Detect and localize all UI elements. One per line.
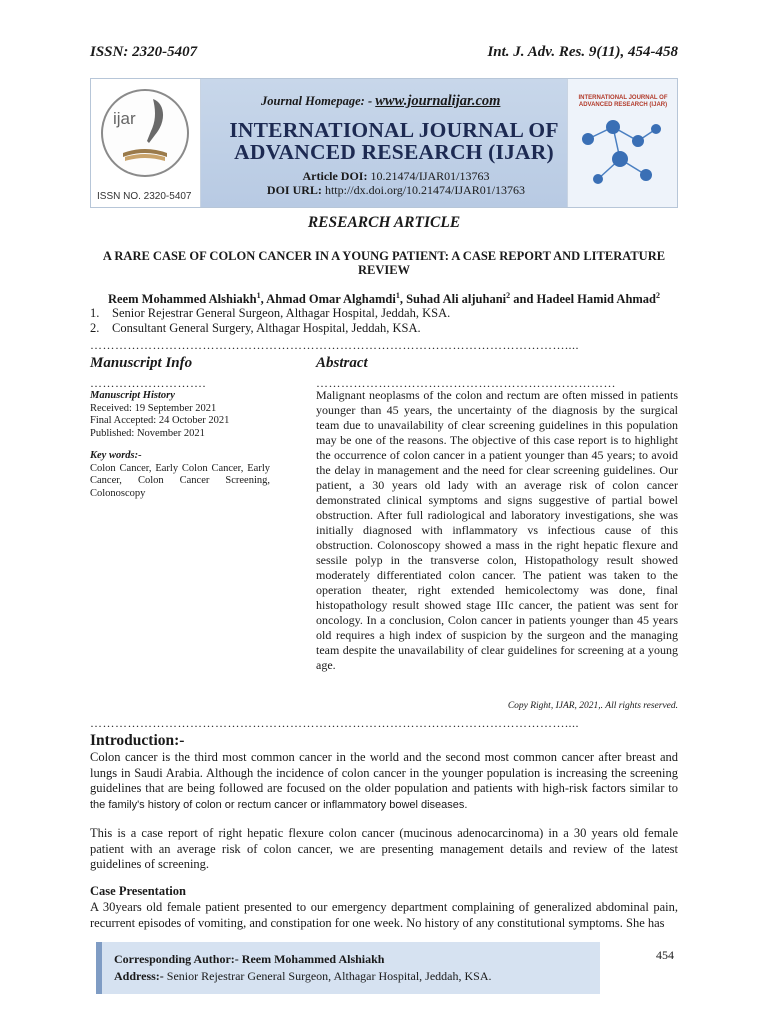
journal-logo (91, 79, 201, 207)
affiliation-number: 2. (90, 321, 100, 335)
keywords-heading: Key words:- (90, 450, 142, 461)
quill-book-icon (103, 91, 187, 175)
author-name: Reem Mohammed Alshiakh (107, 292, 257, 307)
doi-url-link[interactable]: http://dx.doi.org/10.21474/IJAR01/13763 (324, 183, 526, 197)
manuscript-info (90, 390, 270, 500)
introduction-paragraph-1 (90, 750, 678, 813)
journal-title-line-1: INTERNATIONAL JOURNAL OF (229, 118, 559, 142)
introduction-heading: Introduction:- (90, 732, 185, 749)
logo-seal (101, 89, 189, 177)
author-name: Ahmad Omar Alghamdi (266, 292, 396, 307)
doi-block (231, 169, 561, 197)
doi-url-label: DOI URL: (266, 183, 322, 197)
author-name: Hadeel Hamid Ahmad (536, 292, 657, 307)
article-type: RESEARCH ARTICLE (307, 214, 461, 231)
dotted-separator: …………………………………………………………………………………………………….... (90, 718, 579, 728)
author-affiliation-mark: 1 (395, 291, 400, 300)
molecule-illustration-icon (568, 79, 678, 207)
dotted-separator: …………………………………………………………………………………………………….... (90, 340, 579, 350)
author-affiliation-mark: 1 (256, 291, 261, 300)
affiliation-number: 1. (90, 306, 100, 320)
author-affiliation-mark: 2 (656, 291, 661, 300)
introduction-paragraph-1-text: Colon cancer is the third most common cancer in the world and the second most common cancer after breast and lungs in Saudi Arabia. Although the incidence of colon cancer in the younger population is increasing the screening guidelines that are being followed are focused on the older population and patients with high-risk factors similar to (90, 750, 678, 795)
introduction-paragraph-2: This is a case report of right hepatic flexure colon cancer (mucinous adenocarcinoma) in a 30 years old female patient with an average risk of colon cancer, we are presenting management details and review of the latest guidelines of screening. (90, 826, 678, 871)
issn-label: ISSN: 2320-5407 (90, 44, 198, 60)
journal-cover-image (567, 79, 677, 207)
homepage-link[interactable]: www.journalijar.com (375, 93, 501, 109)
manuscript-info-heading: Manuscript Info (90, 355, 193, 371)
case-presentation-paragraph: A 30years old female patient presented to our emergency department complaining of generalized abdominal pain, recurrent episodes of vomiting, and constipation for one week. No history of any constitutional symptoms. She has (90, 900, 678, 930)
corresponding-address (114, 969, 492, 984)
accepted-date: Final Accepted: 24 October 2021 (90, 415, 230, 426)
affiliation-item (90, 321, 450, 336)
journal-title-line-2: ADVANCED RESEARCH (IJAR) (234, 140, 554, 164)
case-presentation-heading: Case Presentation (90, 884, 186, 898)
logo-text: ijar (113, 109, 136, 128)
article-doi: 10.21474/IJAR01/13763 (370, 169, 490, 183)
address-text: Senior Rejestrar General Surgeon, Althagar Hospital, Jeddah, KSA. (166, 969, 492, 983)
manuscript-history-heading: Manuscript History (90, 390, 175, 401)
affiliation-text: Senior Rejestrar General Surgeon, Althagar Hospital, Jeddah, KSA. (112, 306, 451, 320)
journal-banner (90, 78, 678, 208)
corresponding-author-label: Corresponding Author:- Reem Mohammed Alshiakh (114, 952, 385, 966)
affiliation-item (90, 306, 450, 321)
paper-title-line-1: A RARE CASE OF COLON CANCER IN A YOUNG PATIENT: A CASE REPORT AND LITERATURE (102, 249, 666, 263)
author-name: Suhad Ali aljuhani (406, 292, 507, 307)
affiliation-text: Consultant General Surgery, Althagar Hospital, Jeddah, KSA. (112, 321, 421, 335)
article-doi-label: Article DOI: (302, 169, 368, 183)
paper-title-line-2: REVIEW (357, 263, 411, 277)
logo-issn: ISSN NO. 2320-5407 (97, 191, 192, 202)
cover-title: INTERNATIONAL JOURNAL OF ADVANCED RESEARCH (IJAR) (578, 95, 668, 108)
keywords-text: Colon Cancer, Early Colon Cancer, Early Cancer, Colon Cancer Screening, Colonoscopy (90, 462, 270, 499)
author-list: Reem Mohammed Alshiakh$^1$, Ahmad Omar Alghamdi$^1$, Suhad Ali aljuhani$^2$ and Hadeel Hamid Ahmad$^2$ (107, 291, 661, 307)
manuscript-info-underline: ………………………. (90, 378, 206, 388)
page-number: 454 (656, 948, 674, 962)
affiliation-list (90, 306, 450, 336)
corresponding-author-box (96, 942, 600, 994)
journal-title (219, 119, 569, 163)
homepage-label: Journal Homepage: - (261, 94, 373, 108)
abstract-text: Malignant neoplasms of the colon and rectum are often missed in patients younger than 45 years, the uncertainty of the diagnosis by the surgical team due to unavailability of clear screening guidelines in this population may be one of the reasons. The objective of this case report is to highlight the occurrence of colon cancer in a patient younger than 45 years; to avoid the delay in management and the need for clear screening guidelines. Our patient, a 30 years old lady with an average risk of colon cancer demonstrated clinical symptoms and signs suggestive of partial bowel obstruction. After full radiological and laboratory investigations, she was initially diagnosed with inflammatory vs infectious cause of this obstruction. Colonoscopy showed a mass in the right hepatic flexure and sessile polyp in the transverse colon, Histopathology result showed moderately differentiated colon cancer. The patient was taken to the operation theater, right extended hemicolectomy was done, final histopathology result showed stage IIIc cancer, the patient was sent for oncology. In a conclusion, Colon cancer in patients younger than 45 years old requires a high index of suspicion by the surgeon and the managing team despite the unavailability of clear guidelines for screening at a young age. (316, 388, 678, 672)
address-label: Address:- (114, 969, 164, 983)
introduction-paragraph-1-tail: the family's history of colon or rectum cancer or inflammatory bowel diseases. (90, 798, 468, 811)
paper-title (90, 249, 678, 277)
running-header (90, 44, 678, 66)
published-date: Published: November 2021 (90, 427, 205, 439)
abstract-heading: Abstract (316, 355, 368, 371)
received-date: Received: 19 September 2021 (90, 402, 217, 414)
copyright-notice: Copy Right, IJAR, 2021,. All rights reserved. (507, 701, 678, 711)
abstract-underline: ……………………………………………………………… (316, 378, 616, 388)
author-affiliation-mark: 2 (506, 291, 511, 300)
journal-homepage (261, 93, 500, 110)
journal-citation: Int. J. Adv. Res. 9(11), 454-458 (487, 44, 678, 60)
